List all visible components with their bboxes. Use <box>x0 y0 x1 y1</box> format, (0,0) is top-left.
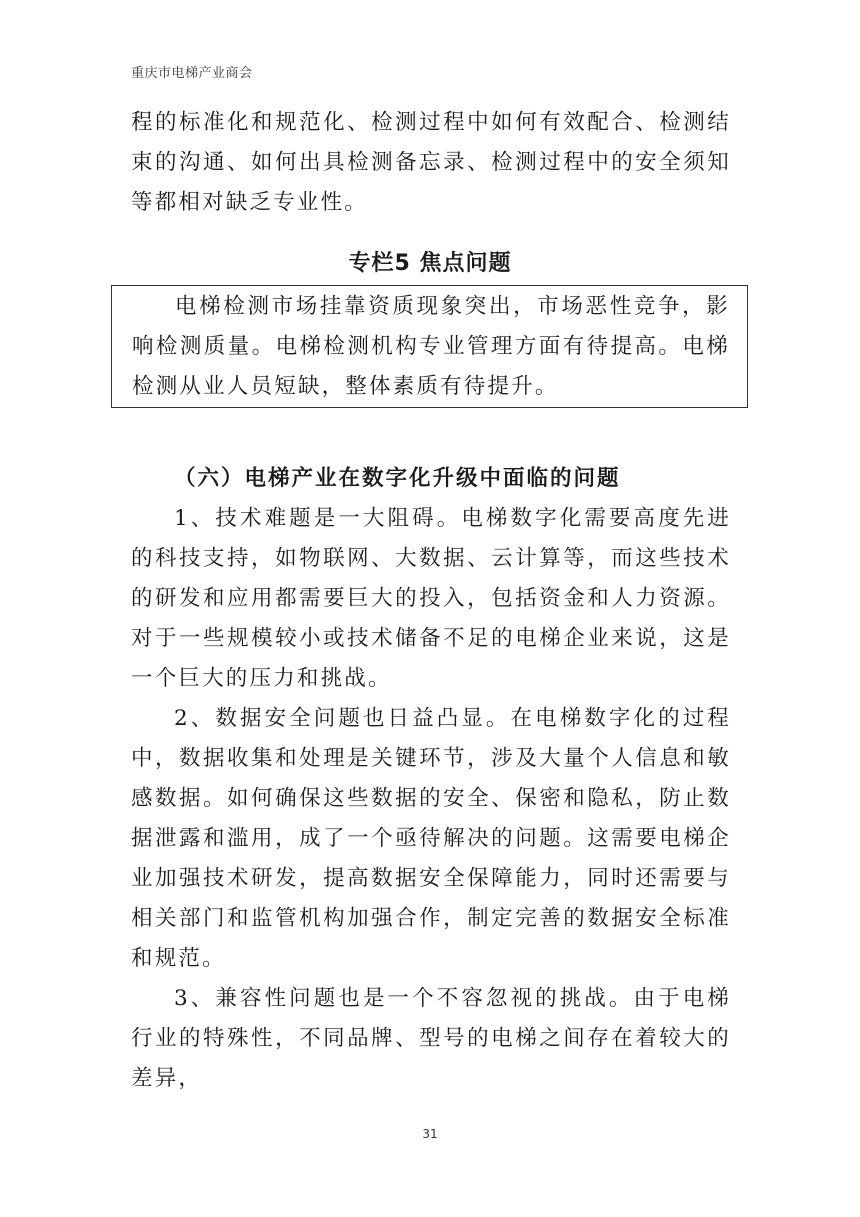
box-text: 电梯检测市场挂靠资质现象突出，市场恶性竞争，影响检测质量。电梯检测机构专业管理方面有待提高。电梯检测从业人员短缺，整体素质有待提升。 <box>132 294 730 399</box>
page-number: 31 <box>422 1127 438 1141</box>
focus-box <box>111 285 748 408</box>
paragraph-compatibility: 3、兼容性问题也是一个不容忽视的挑战。由于电梯行业的特殊性，不同品牌、型号的电梯之间存在着较大的差异， <box>131 986 731 1091</box>
paragraph-data-security: 2、数据安全问题也日益凸显。在电梯数字化的过程中，数据收集和处理是关键环节，涉及大量个人信息和敏感数据。如何确保这些数据的安全、保密和隐私，防止数据泄露和滥用，成了一个亟待解决的问题。这需要电梯企业加强技术研发，提高数据安全保障能力，同时还需要与相关部门和监管机构加强合作，制定完善的数据安全标准和规范。 <box>131 706 731 971</box>
intro-paragraph: 程的标准化和规范化、检测过程中如何有效配合、检测结束的沟通、如何出具检测备忘录、检测过程中的安全须知等都相对缺乏专业性。 <box>131 110 731 215</box>
section-body <box>131 499 731 1099</box>
box-title: 专栏5 焦点问题 <box>348 251 512 276</box>
page-header: 重庆市电梯产业商会 <box>131 66 253 81</box>
intro-paragraph-container <box>131 103 731 223</box>
paragraph-tech: 1、技术难题是一大阻碍。电梯数字化需要高度先进的科技支持，如物联网、大数据、云计算等，而这些技术的研发和应用都需要巨大的投入，包括资金和人力资源。对于一些规模较小或技术储备不足的电梯企业来说，这是一个巨大的压力和挑战。 <box>131 506 731 691</box>
section-heading: （六）电梯产业在数字化升级中面临的问题 <box>174 466 621 491</box>
